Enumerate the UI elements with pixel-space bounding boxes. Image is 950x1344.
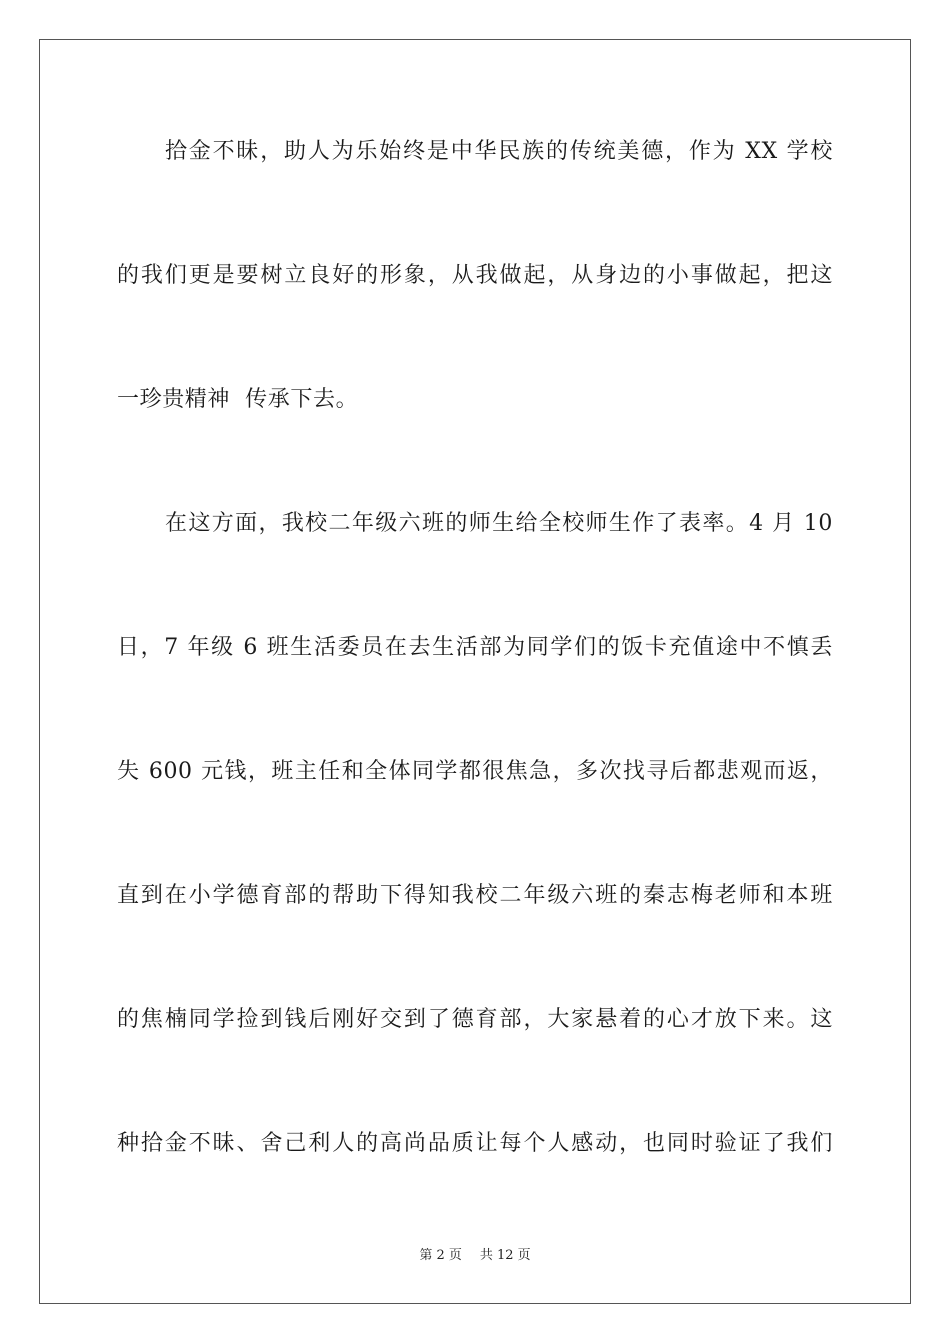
page-number: 第 2 页 xyxy=(419,1248,462,1263)
paragraph-2-line-1: 在这方面，我校二年级六班的师生给全校师生作了表率。4 月 10 xyxy=(165,511,833,536)
page-footer xyxy=(0,1247,950,1265)
paragraph-1-line-1: 拾金不昧，助人为乐始终是中华民族的传统美德，作为 XX 学校 xyxy=(165,139,833,164)
paragraph-1-line-2: 的我们更是要树立良好的形象，从我做起，从身边的小事做起，把这 xyxy=(117,263,833,288)
paragraph-2-line-5: 的焦楠同学捡到钱后刚好交到了德育部，大家悬着的心才放下来。这 xyxy=(117,1007,833,1032)
page-total: 共 12 页 xyxy=(479,1248,531,1263)
paragraph-2-line-2: 日，7 年级 6 班生活委员在去生活部为同学们的饭卡充值途中不慎丢 xyxy=(117,635,833,660)
page-frame xyxy=(39,39,911,1304)
paragraph-1-line-3: 一珍贵精神 传承下去。 xyxy=(117,387,359,412)
paragraph-2-line-6: 种拾金不昧、舍己利人的高尚品质让每个人感动，也同时验证了我们 xyxy=(117,1131,833,1156)
paragraph-2-line-4: 直到在小学德育部的帮助下得知我校二年级六班的秦志梅老师和本班 xyxy=(117,883,833,908)
paragraph-2-line-3: 失 600 元钱，班主任和全体同学都很焦急，多次找寻后都悲观而返， xyxy=(117,759,833,784)
